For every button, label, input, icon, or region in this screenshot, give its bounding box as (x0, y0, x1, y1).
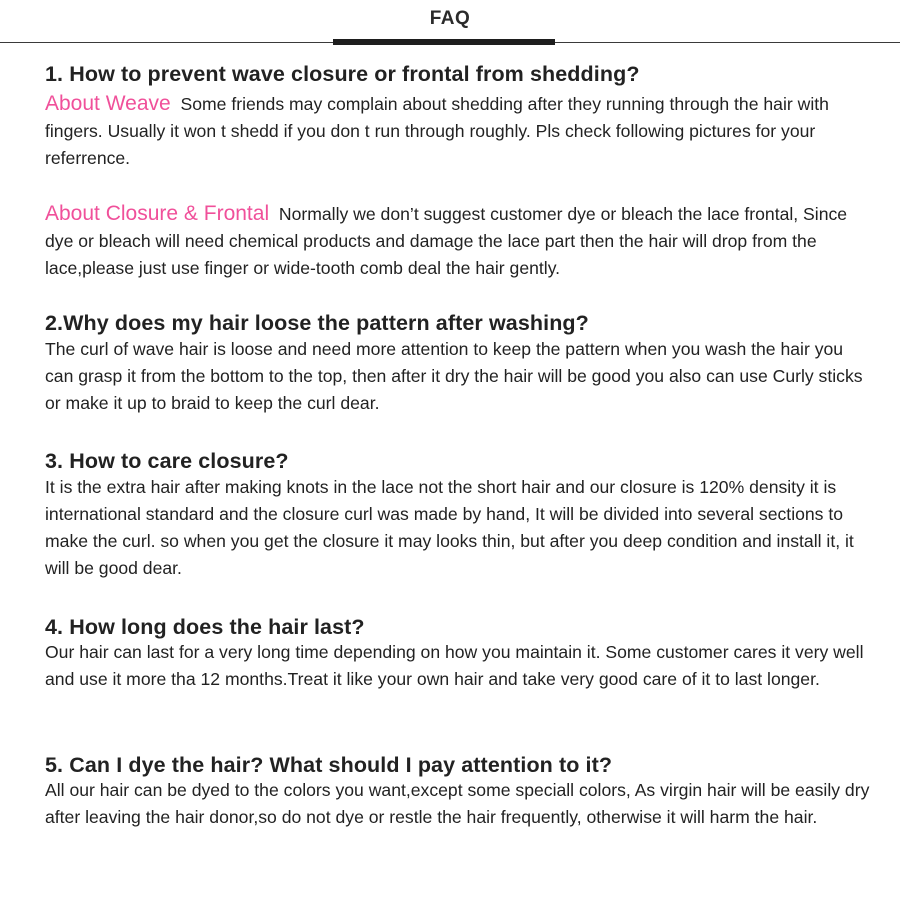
question-1-title: 1. How to prevent wave closure or frontal from shedding? (45, 62, 640, 86)
question-5-title: 5. Can I dye the hair? What should I pay attention to it? (45, 753, 613, 777)
question-2-title: 2.Why does my hair loose the pattern after washing? (45, 311, 589, 335)
answer-1-closure (45, 200, 875, 282)
about-closure-text: Normally we don’t suggest customer dye or bleach the lace frontal, Since dye or bleach will need chemical products and damage the lace part then the hair will drop from the lace,please just use finger or wide-tooth comb deal the hair gently. (45, 204, 848, 278)
about-weave-label: About Weave (45, 92, 171, 115)
answer-2-text: The curl of wave hair is loose and need more attention to keep the pattern when you wash the hair you can grasp it from the bottom to the top, then after it dry the hair will be good you also can use Curly sticks or make it up to braid to keep the curl dear. (45, 339, 863, 413)
page-title: FAQ (429, 8, 471, 29)
answer-1-weave (45, 90, 875, 172)
answer-5-text: All our hair can be dyed to the colors you want,except some speciall colors, As virgin hair will be easily dry after leaving the hair donor,so do not dye or restle the hair frequently, otherwise it will harm the hair. (45, 780, 870, 827)
question-3-title: 3. How to care closure? (45, 449, 289, 473)
answer-3-text: It is the extra hair after making knots in the lace not the short hair and our closure is 120% density it is international standard and the closure curl was made by hand, It will be divided into several sections to make the curl. so when you get the closure it may looks thin, but after you deep condition and install it, it will be good dear. (45, 477, 854, 578)
about-weave-text: Some friends may complain about shedding after they running through the hair with fingers. Usually it won t shedd if you don t run through roughly. Pls check following pictures for your referrence. (45, 94, 829, 168)
question-4-title: 4. How long does the hair last? (45, 615, 365, 639)
title-underline-bar (333, 39, 555, 45)
about-closure-label: About Closure & Frontal (45, 202, 270, 225)
answer-4-text: Our hair can last for a very long time depending on how you maintain it. Some customer cares it very well and use it more tha 12 months.Treat it like your own hair and take very good care of it to last longer. (45, 642, 864, 689)
faq-header (0, 0, 900, 46)
